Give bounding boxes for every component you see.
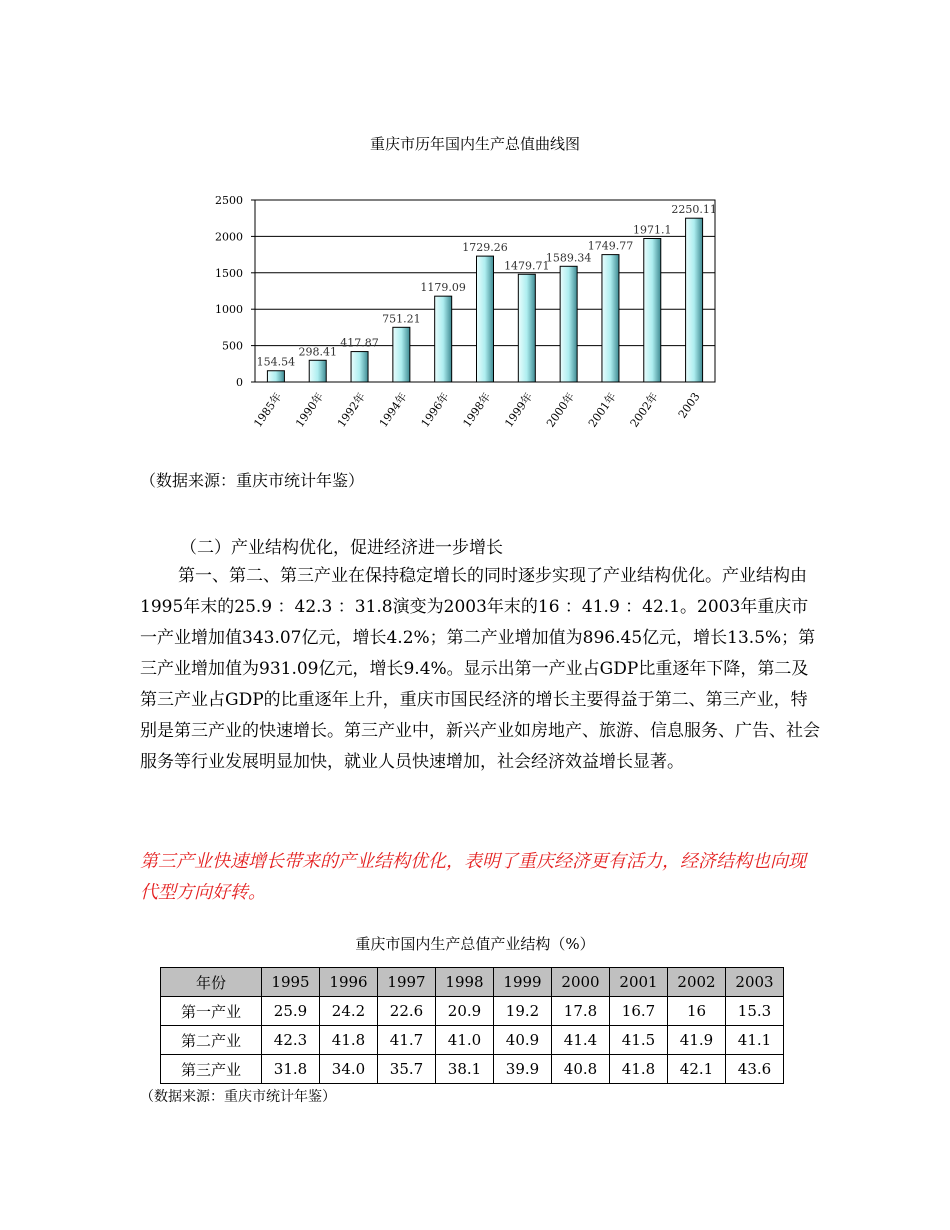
table-cell: 34.0 (320, 1055, 378, 1084)
section-heading: （二）产业结构优化，促进经济进一步增长 (180, 538, 503, 558)
x-tick-label: 1990年 (293, 390, 327, 430)
table-cell: 41.4 (552, 1026, 610, 1055)
y-tick-label: 2500 (215, 194, 243, 207)
table-cell: 41.9 (668, 1026, 726, 1055)
x-tick-label: 2001年 (585, 390, 619, 430)
table-cell: 31.8 (262, 1055, 320, 1084)
table-header-cell: 1995 (262, 968, 320, 997)
data-label: 1749.77 (587, 239, 634, 253)
bar (518, 274, 535, 382)
table-cell: 39.9 (494, 1055, 552, 1084)
table-header-row (161, 968, 784, 997)
table-cell: 第三产业 (161, 1055, 262, 1084)
table-cell: 40.8 (552, 1055, 610, 1084)
chart-title: 重庆市历年国内生产总值曲线图 (369, 135, 580, 153)
data-label: 1479.71 (504, 259, 550, 273)
data-label: 2250.11 (671, 203, 717, 217)
table-header-cell: 1999 (494, 968, 552, 997)
table-cell: 第一产业 (161, 997, 262, 1026)
data-label: 1179.09 (420, 281, 466, 295)
x-tick-label: 2000年 (544, 390, 578, 430)
table-cell: 20.9 (436, 997, 494, 1026)
bar (351, 352, 368, 382)
bar (602, 255, 619, 382)
data-label: 298.41 (298, 345, 337, 359)
bar (560, 266, 577, 382)
table-header-cell: 2000 (552, 968, 610, 997)
y-tick-label: 1500 (215, 266, 243, 280)
table-cell: 15.3 (726, 997, 784, 1026)
table-cell: 42.1 (668, 1055, 726, 1084)
table-row (161, 1055, 784, 1084)
table-cell: 第二产业 (161, 1026, 262, 1055)
table-row (161, 1026, 784, 1055)
chart-source-note: （数据来源：重庆市统计年鉴） (140, 471, 365, 490)
highlight-conclusion: 第三产业快速增长带来的产业结构优化，表明了重庆经济更有活力，经济结构也向现代型方向好转。 (140, 851, 806, 903)
table-cell: 41.1 (726, 1026, 784, 1055)
x-tick-label: 2003 (675, 390, 703, 421)
bar (644, 239, 661, 382)
table-cell: 19.2 (494, 997, 552, 1026)
bar (393, 327, 410, 382)
table-cell: 41.7 (378, 1026, 436, 1055)
table-cell: 17.8 (552, 997, 610, 1026)
bar (309, 360, 326, 382)
table-cell: 42.3 (262, 1026, 320, 1055)
data-label: 1971.1 (633, 223, 672, 237)
table-cell: 22.6 (378, 997, 436, 1026)
table-cell: 41.5 (610, 1026, 668, 1055)
x-tick-label: 1994年 (376, 390, 410, 430)
y-tick-label: 1000 (215, 303, 243, 317)
table-cell: 40.9 (494, 1026, 552, 1055)
table-cell: 41.8 (320, 1026, 378, 1055)
data-label: 1729.26 (462, 241, 508, 255)
table-header-cell: 1998 (436, 968, 494, 997)
bar (435, 296, 452, 382)
table-cell: 25.9 (262, 997, 320, 1026)
y-tick-label: 500 (222, 339, 243, 353)
industry-structure-table (160, 967, 784, 1084)
bar (686, 218, 703, 382)
bar (477, 256, 494, 382)
table-header-cell: 年份 (161, 968, 262, 997)
table-row (161, 997, 784, 1026)
bar (267, 371, 284, 382)
data-label: 417.87 (340, 336, 379, 350)
gdp-bar-chart (200, 185, 730, 445)
x-tick-label: 1998年 (460, 390, 494, 430)
x-tick-label: 1999年 (502, 390, 536, 430)
table-source-note: （数据来源：重庆市统计年鉴） (140, 1089, 336, 1105)
table-cell: 43.6 (726, 1055, 784, 1084)
table-header-cell: 1996 (320, 968, 378, 997)
table-header-cell: 2001 (610, 968, 668, 997)
table-title: 重庆市国内生产总值产业结构（%） (355, 935, 595, 953)
data-label: 751.21 (382, 312, 421, 326)
table-cell: 41.0 (436, 1026, 494, 1055)
data-label: 154.54 (256, 355, 296, 369)
table-header-cell: 2003 (726, 968, 784, 997)
y-tick-label: 2000 (215, 230, 243, 244)
x-tick-label: 2002年 (627, 390, 661, 430)
body-paragraph: 第一、第二、第三产业在保持稳定增长的同时逐步实现了产业结构优化。产业结构由1995年末的25.9 ：42.3 ：31.8演变为2003年末的16 ：41.9 ：42.1。2003年重庆市一产业增加值343.07亿元，增长4.2%；第二产业增加值为896.45亿元，增长13.5%；第三产业增加值为931.09亿元，增长9.4%。显示出第一产业占GDP比重逐年下降，第二及第三产业占GDP的比重逐年上升，重庆市国民经济的增长主要得益于第二、第三产业，特别是第三产业的快速增长。第三产业中，新兴产业如房地产、旅游、信息服务、广告、社会服务等行业发展明显加快，就业人员快速增加，社会经济效益增长显著。 (140, 566, 820, 772)
table-cell: 41.8 (610, 1055, 668, 1084)
table-cell: 24.2 (320, 997, 378, 1026)
table-cell: 38.1 (436, 1055, 494, 1084)
table-cell: 16.7 (610, 997, 668, 1026)
table-header-cell: 1997 (378, 968, 436, 997)
x-tick-label: 1985年 (251, 390, 285, 430)
y-tick-label: 0 (236, 376, 243, 389)
data-label: 1589.34 (545, 251, 592, 265)
table-cell: 16 (668, 997, 726, 1026)
table-cell: 35.7 (378, 1055, 436, 1084)
x-tick-label: 1992年 (334, 390, 369, 430)
x-tick-label: 1996年 (418, 390, 452, 430)
table-header-cell: 2002 (668, 968, 726, 997)
